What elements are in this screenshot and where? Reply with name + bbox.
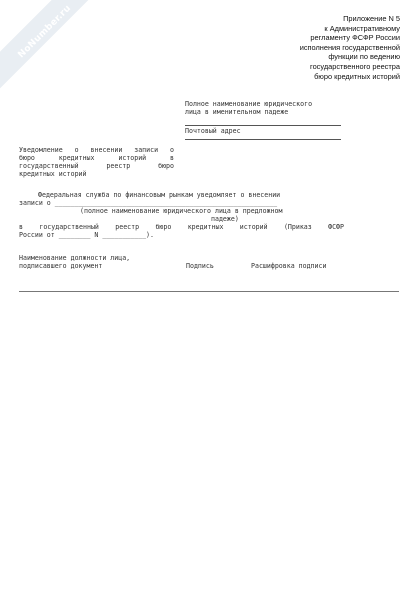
watermark-band bbox=[0, 0, 97, 97]
signature-label: Подпись bbox=[186, 262, 214, 270]
body-word: реестр bbox=[115, 223, 140, 231]
subject-line-3 bbox=[19, 162, 174, 170]
postal-address-label: Почтовый адрес bbox=[185, 127, 241, 135]
body-line-1: Федеральная служба по финансовым рынкам уведомляет о внесении bbox=[38, 191, 281, 199]
postal-address-rule bbox=[185, 139, 341, 140]
signature-line-1: Наименование должности лица, bbox=[19, 254, 131, 262]
subject-block bbox=[19, 146, 174, 178]
subject-word: Уведомление bbox=[19, 146, 63, 154]
appendix-line: государственного реестра bbox=[310, 61, 400, 71]
appendix-line: функции по ведению bbox=[328, 52, 400, 62]
subject-word: в bbox=[170, 154, 174, 162]
appendix-line: бюро кредитных историй bbox=[314, 71, 400, 81]
addressee-name-line-2: лица в именительном падеже bbox=[185, 108, 289, 116]
body-line-5 bbox=[19, 223, 344, 231]
signature-decode-label: Расшифровка подписи bbox=[251, 262, 327, 270]
addressee-name-rule bbox=[185, 125, 341, 126]
bottom-rule bbox=[19, 291, 399, 292]
body-line-4-hint: падеже) bbox=[211, 215, 239, 223]
appendix-line: регламенту ФСФР России bbox=[310, 33, 400, 43]
body-word: кредитных bbox=[187, 223, 224, 231]
watermark: NoNumber.ru bbox=[16, 3, 74, 61]
appendix-header bbox=[240, 14, 400, 81]
subject-line-1 bbox=[19, 146, 174, 154]
addressee-block bbox=[185, 100, 345, 116]
addressee-name-line-1: Полное наименование юридического bbox=[185, 100, 313, 108]
signature-line-2 bbox=[19, 262, 344, 270]
signature-block bbox=[19, 254, 344, 270]
body-word: (Приказ bbox=[283, 223, 312, 231]
body-word: бюро bbox=[155, 223, 172, 231]
body-line-3-hint: (полное наименование юридического лица в предложном bbox=[80, 207, 283, 215]
subject-word: о bbox=[170, 146, 174, 154]
subject-word: записи bbox=[134, 146, 159, 154]
signer-position-label: подписавшего документ bbox=[19, 262, 103, 270]
subject-word: кредитных bbox=[58, 154, 95, 162]
body-word: государственный bbox=[39, 223, 99, 231]
body-line-6: России от ________ N ___________). bbox=[19, 231, 154, 239]
subject-line-4 bbox=[19, 170, 174, 178]
subject-word: внесении bbox=[90, 146, 123, 154]
body-line-2 bbox=[19, 199, 344, 207]
body-word: в bbox=[19, 223, 23, 231]
subject-word: бюро bbox=[19, 154, 35, 162]
subject-word: историй bbox=[118, 154, 147, 162]
appendix-line: к Административному bbox=[324, 23, 400, 33]
body-line-2-prefix: записи о bbox=[19, 199, 51, 207]
subject-line-2 bbox=[19, 154, 174, 162]
body-word: историй bbox=[239, 223, 268, 231]
subject-word: бюро bbox=[158, 162, 174, 170]
subject-word: государственный bbox=[19, 162, 79, 170]
subject-word: кредитных историй bbox=[19, 170, 87, 178]
subject-word: о bbox=[74, 146, 79, 154]
body-word: ФСФР bbox=[328, 223, 344, 231]
appendix-line: исполнения государственной bbox=[299, 42, 400, 52]
appendix-line: Приложение N 5 bbox=[343, 14, 400, 23]
legal-entity-blank: ________________________________________________________ bbox=[54, 199, 278, 207]
subject-word: реестр bbox=[106, 162, 131, 170]
notification-body bbox=[19, 191, 344, 239]
